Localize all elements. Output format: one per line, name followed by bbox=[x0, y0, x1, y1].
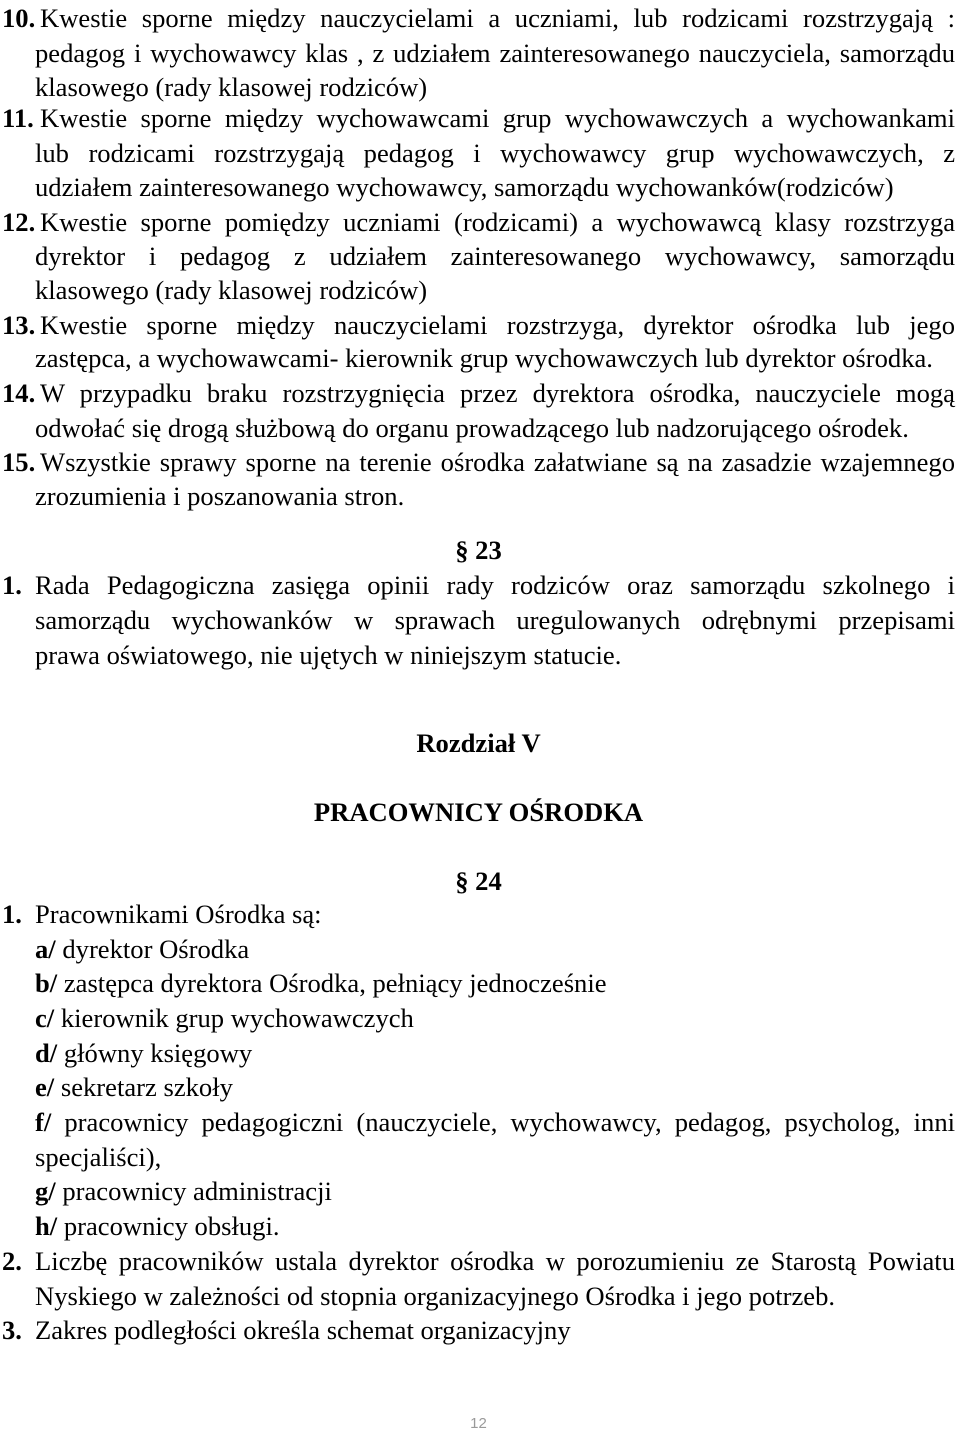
subitem-e bbox=[35, 1070, 955, 1104]
subitem-f-line-2: specjaliści), bbox=[35, 1142, 162, 1172]
subitem-text: kierownik grup wychowawczych bbox=[60, 1003, 414, 1033]
item-11-line-3: udziałem zainteresowanego wychowawcy, samorządu wychowanków(rodziców) bbox=[35, 172, 894, 202]
subitem-label: a/ bbox=[35, 934, 56, 964]
subitem-d bbox=[35, 1036, 955, 1070]
item-11-line-1: Kwestie sporne między wychowawcami grup wychowawczych a wychowankami bbox=[40, 103, 955, 133]
item-10-line-1: Kwestie sporne między nauczycielami a uczniami, lub rodzicami rozstrzygają : bbox=[40, 3, 955, 33]
paragraph-24-item-2-line-1: Liczbę pracowników ustala dyrektor ośrodka w porozumieniu ze Starostą Powiatu bbox=[35, 1246, 955, 1276]
paragraph-24-item-1-number: 1. bbox=[2, 899, 22, 929]
item-13-line-1: Kwestie sporne między nauczycielami rozstrzyga, dyrektor ośrodka lub jego bbox=[40, 310, 955, 340]
item-15-number: 15. bbox=[2, 447, 36, 477]
subitem-a bbox=[35, 932, 955, 966]
subitem-text: główny księgowy bbox=[63, 1038, 253, 1068]
paragraph-24-heading: § 24 bbox=[455, 866, 502, 896]
item-12-line-2: dyrektor i pedagog z udziałem zainteresowanego wychowawcy, samorządu bbox=[35, 241, 955, 271]
subitem-label: f/ bbox=[35, 1107, 52, 1137]
paragraph-24-item-3-line-1: Zakres podległości określa schemat organizacyjny bbox=[35, 1315, 571, 1345]
item-14-line-2: odwołać się drogą służbową do organu prowadzącego lub nadzorującego ośrodek. bbox=[35, 413, 909, 443]
paragraph-23-item-1-number: 1. bbox=[2, 570, 22, 600]
subitem-label: g/ bbox=[35, 1176, 56, 1206]
paragraph-23-item-1-line-1: Rada Pedagogiczna zasięga opinii rady rodziców oraz samorządu szkolnego i bbox=[35, 570, 955, 600]
paragraph-23-heading: § 23 bbox=[455, 535, 502, 565]
item-10-line-3: klasowego (rady klasowej rodziców) bbox=[35, 72, 428, 102]
subitem-text: zastępca dyrektora Ośrodka, pełniący jednocześnie bbox=[63, 968, 607, 998]
paragraph-24-item-3-number: 3. bbox=[2, 1315, 22, 1345]
subitem-b bbox=[35, 966, 955, 1000]
subitem-label: h/ bbox=[35, 1211, 58, 1241]
page-number: 12 bbox=[470, 1415, 487, 1432]
item-11-line-2: lub rodzicami rozstrzygają pedagog i wychowawcy grup wychowawczych, z bbox=[35, 138, 955, 168]
item-10-line-2: pedagog i wychowawcy klas , z udziałem zainteresowanego nauczyciela, samorządu bbox=[35, 38, 955, 68]
item-14-line-1: W przypadku braku rozstrzygnięcia przez dyrektora ośrodka, nauczyciele mogą bbox=[40, 378, 955, 408]
item-12-line-3: klasowego (rady klasowej rodziców) bbox=[35, 275, 428, 305]
item-12-line-1: Kwestie sporne pomiędzy uczniami (rodzicami) a wychowawcą klasy rozstrzyga bbox=[40, 207, 955, 237]
subitem-label: e/ bbox=[35, 1072, 55, 1102]
subitem-f bbox=[35, 1105, 955, 1139]
item-13-number: 13. bbox=[2, 310, 36, 340]
subitem-label: c/ bbox=[35, 1003, 55, 1033]
item-15-line-2: zrozumienia i poszanowania stron. bbox=[35, 481, 405, 511]
paragraph-23-item-1-line-2: samorządu wychowanków w sprawach uregulowanych odrębnymi przepisami bbox=[35, 605, 955, 635]
subitem-text: pracownicy administracji bbox=[62, 1176, 332, 1206]
subitem-text: pracownicy pedagogiczni (nauczyciele, wychowawcy, pedagog, psycholog, inni bbox=[64, 1107, 955, 1137]
item-13-line-2: zastępca, a wychowawcami- kierownik grup wychowawczych lub dyrektor ośrodka. bbox=[35, 343, 933, 373]
subitem-label: d/ bbox=[35, 1038, 58, 1068]
item-11-number: 11. bbox=[2, 103, 34, 133]
paragraph-24-item-2-number: 2. bbox=[2, 1246, 22, 1276]
paragraph-24-item-2-line-2: Nyskiego w zależności od stopnia organizacyjnego Ośrodka i jego potrzeb. bbox=[35, 1281, 836, 1311]
chapter-title: Rozdział V bbox=[416, 728, 541, 758]
item-15-line-1: Wszystkie sprawy sporne na terenie ośrodka załatwiane są na zasadzie wzajemnego bbox=[40, 447, 955, 477]
subitem-c bbox=[35, 1001, 955, 1035]
paragraph-23-item-1-line-3: prawa oświatowego, nie ujętych w niniejszym statucie. bbox=[35, 640, 622, 670]
subitem-h bbox=[35, 1209, 955, 1243]
subitem-text: sekretarz szkoły bbox=[60, 1072, 233, 1102]
item-10-number: 10. bbox=[2, 3, 36, 33]
item-14-number: 14. bbox=[2, 378, 36, 408]
chapter-subtitle: PRACOWNICY OŚRODKA bbox=[313, 797, 644, 827]
subitem-text: dyrektor Ośrodka bbox=[62, 934, 250, 964]
subitem-text: pracownicy obsługi. bbox=[63, 1211, 280, 1241]
item-12-number: 12. bbox=[2, 207, 36, 237]
subitem-g bbox=[35, 1174, 955, 1208]
subitem-label: b/ bbox=[35, 968, 58, 998]
paragraph-24-item-1-line-1: Pracownikami Ośrodka są: bbox=[35, 899, 322, 929]
